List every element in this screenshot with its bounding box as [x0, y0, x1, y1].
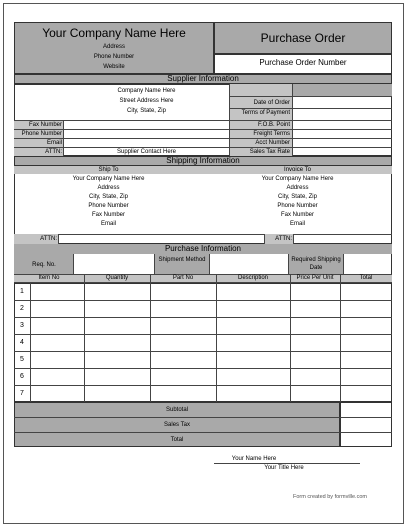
supplier-email-label: Email: [46, 140, 62, 146]
date-of-order-label: Date of Order: [253, 100, 290, 106]
sales-tax-label: Sales Tax: [164, 422, 190, 428]
company-website: Website: [103, 64, 125, 70]
signer-title: Your Title Here: [264, 465, 304, 471]
shipping-section-title: Shipping Information: [166, 156, 240, 165]
req-ship-date-label: Required Shipping Date: [291, 257, 341, 271]
supplier-phone-label: Phone Number: [21, 131, 62, 137]
row-number: 4: [20, 339, 24, 346]
supplier-city: City, State, Zip: [127, 108, 166, 114]
supplier-section-title: Supplier Information: [167, 74, 239, 83]
company-address: Address: [102, 44, 125, 50]
invoice-to-line-3: City, State, Zip: [278, 194, 317, 200]
ship-to-line-5: Fax Number: [91, 212, 125, 218]
company-phone: Phone Number: [93, 54, 135, 60]
col-price-per-unit: Price Per Unit: [296, 275, 334, 281]
supplier-contact: Supplier Contact Here: [116, 149, 177, 155]
supplier-fax-label: Fax Number: [28, 122, 62, 128]
invoice-to-line-4: Phone Number: [277, 203, 318, 209]
company-name: Your Company Name Here: [42, 26, 186, 40]
ship-to-line-2: Address: [97, 185, 120, 191]
form-credit: Form created by formville.com: [293, 494, 367, 500]
row-number: 5: [20, 356, 24, 363]
ship-to-line-6: Email: [100, 221, 116, 227]
supplier-attn-label: ATTN:: [45, 149, 62, 155]
row-number: 1: [20, 288, 24, 295]
col-quantity: Quantity: [105, 275, 129, 281]
row-number: 3: [20, 322, 24, 329]
ship-attn-label: ATTN:: [40, 236, 57, 242]
invoice-attn-label: ATTN:: [275, 236, 292, 242]
ship-to-title: Ship To: [98, 167, 119, 173]
ship-method-label: Shipment Method: [158, 257, 206, 263]
supplier-company-name: Company Name Here: [117, 88, 176, 94]
invoice-to-line-1: Your Company Name Here: [261, 176, 334, 182]
acct-number-label: Acct Number: [255, 140, 290, 146]
invoice-to-line-5: Fax Number: [280, 212, 314, 218]
row-number: 7: [20, 390, 24, 397]
ship-to-line-4: Phone Number: [88, 203, 129, 209]
invoice-to-title: Invoice To: [284, 167, 311, 173]
totals-value-block[interactable]: [340, 402, 392, 447]
freight-terms-label: Freight Terms: [253, 131, 290, 137]
signer-name: Your Name Here: [231, 456, 277, 462]
row-number: 6: [20, 373, 24, 380]
document-title: Purchase Order: [260, 31, 346, 45]
req-no-label: Req. No.: [32, 262, 56, 268]
terms-of-payment-label: Terms of Payment: [241, 110, 290, 116]
total-label: Total: [170, 437, 184, 443]
fob-point-label: F.O.B. Point: [257, 122, 290, 128]
po-number-label: Purchase Order Number: [259, 58, 347, 67]
invoice-to-line-2: Address: [286, 185, 309, 191]
col-part-no: Part No: [172, 275, 194, 281]
ship-to-line-3: City, State, Zip: [89, 194, 128, 200]
supplier-street: Street Address Here: [119, 98, 174, 104]
col-description: Description: [237, 275, 268, 281]
purchase-section-title: Purchase Information: [164, 244, 242, 253]
invoice-to-line-6: Email: [289, 221, 305, 227]
purchase-order-form: [3, 3, 404, 524]
subtotal-label: Subtotal: [165, 407, 189, 413]
row-number: 2: [20, 305, 24, 312]
col-item-no: Item No: [38, 275, 60, 281]
supplier-right-header-fill: [292, 84, 392, 96]
ship-to-line-1: Your Company Name Here: [72, 176, 145, 182]
col-total: Total: [359, 275, 373, 281]
sales-tax-rate-label: Sales Tax Rate: [249, 149, 290, 155]
